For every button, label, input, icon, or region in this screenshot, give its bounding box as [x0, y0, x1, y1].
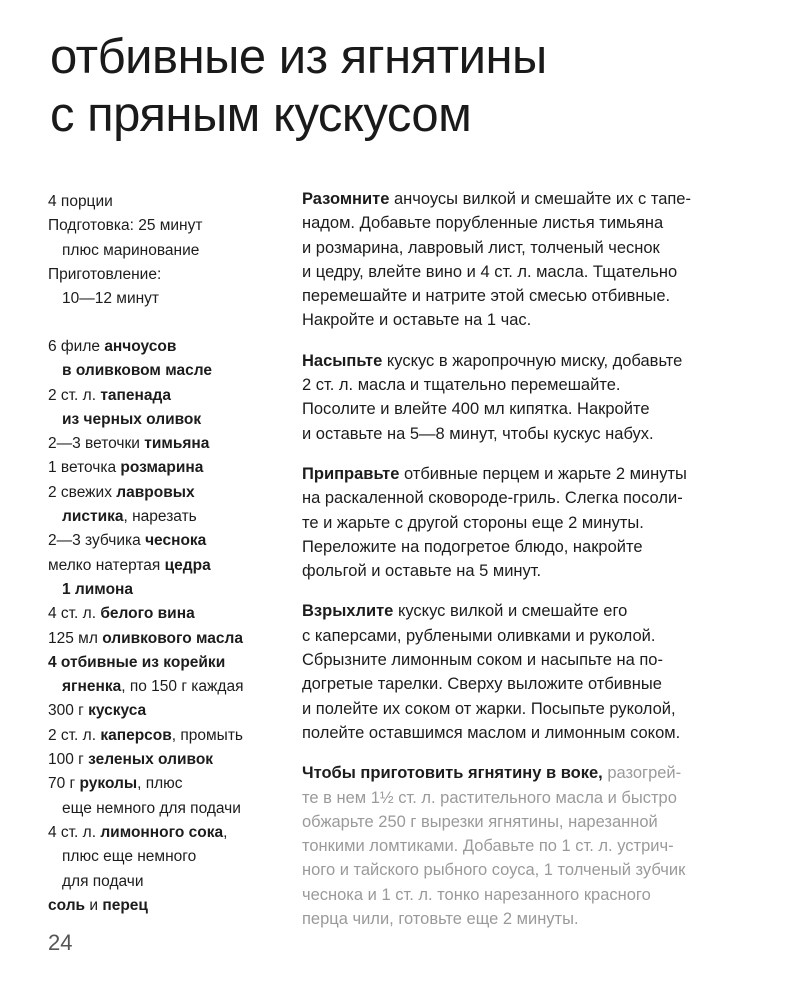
- ingredient-amount: , нарезать: [123, 508, 197, 526]
- step-lead: Разомните: [302, 190, 390, 208]
- step-line: [302, 187, 772, 211]
- title-line-2: с пряным кускусом: [50, 88, 472, 142]
- ingredient-amount: 300 г: [48, 702, 89, 720]
- ingredient-line: [48, 529, 293, 553]
- step-text: отбивные перцем и жарьте 2 минуты: [399, 464, 687, 483]
- ingredient-amount: и: [85, 896, 103, 914]
- ingredient-amount: 4 ст. л.: [48, 605, 101, 623]
- ingredient-line: [48, 870, 293, 894]
- step-paragraph: [302, 187, 772, 333]
- ingredient-amount: ,: [223, 823, 228, 841]
- step-line: Накройте и оставьте на 1 час.: [302, 311, 532, 330]
- ingredient-line: [48, 724, 293, 748]
- step-lead: Чтобы приготовить ягнятину в воке,: [302, 764, 603, 783]
- step-lead: Приправьте: [302, 464, 400, 483]
- step-line: и цедру, влейте вино и 4 ст. л. масла. Тщательно: [302, 262, 678, 281]
- ingredient-name: тимьяна: [144, 435, 210, 453]
- ingredient-line: [48, 845, 293, 869]
- ingredients-list: [48, 335, 293, 918]
- ingredient-amount: 2 свежих: [48, 483, 117, 501]
- ingredient-line: [48, 408, 293, 432]
- title-line-1: отбивные из ягнятины: [50, 30, 547, 84]
- servings: 4 порции: [48, 193, 113, 210]
- step-line: Посолите и влейте 400 мл кипятка. Накройте: [302, 400, 650, 419]
- step-line: те и жарьте с другой стороны еще 2 минуты.: [302, 513, 644, 532]
- step-line: перемешайте и натрите этой смесью отбивные.: [302, 287, 671, 306]
- step-line: фольгой и оставьте на 5 минут.: [302, 562, 542, 581]
- ingredient-amount: плюс еще немного: [62, 848, 197, 866]
- ingredient-line: [48, 894, 293, 918]
- step-text: кускус вилкой и смешайте его: [393, 602, 628, 621]
- ingredient-amount: , плюс: [137, 775, 183, 793]
- step-lead: Взрыхлите: [302, 602, 394, 621]
- method-steps: [302, 187, 772, 947]
- ingredient-name: лимонного сока: [100, 823, 224, 841]
- step-line: на раскаленной сковороде-гриль. Слегка посоли-: [302, 489, 683, 508]
- ingredient-line: [48, 772, 293, 796]
- step-line: [302, 462, 772, 486]
- step-line: 2 ст. л. масла и тщательно перемешайте.: [302, 376, 621, 395]
- ingredient-amount: 2 ст. л.: [48, 386, 101, 404]
- step-line: с каперсами, рублеными оливками и руколой.: [302, 626, 656, 645]
- step-line: полейте оставшимся маслом и лимонным соком.: [302, 723, 681, 742]
- step-line: чеснока и 1 ст. л. тонко нарезанного красного: [302, 885, 651, 904]
- step-line: догретые тарелки. Сверху выложите отбивные: [302, 675, 662, 694]
- ingredient-amount: 125 мл: [48, 629, 103, 647]
- step-line: [302, 599, 772, 623]
- step-line: тонкими ломтиками. Добавьте по 1 ст. л. устрич-: [302, 837, 674, 856]
- ingredient-amount: 2—3 веточки: [48, 435, 145, 453]
- ingredient-amount: для подачи: [62, 872, 144, 890]
- step-paragraph: [302, 349, 772, 446]
- ingredient-amount: еще немного для подачи: [62, 799, 241, 817]
- ingredient-line: [48, 335, 293, 359]
- ingredient-line: [48, 748, 293, 772]
- prep-extra: плюс маринование: [62, 241, 200, 259]
- ingredient-line: [48, 578, 293, 602]
- step-paragraph: [302, 462, 772, 583]
- ingredient-name: в оливковом масле: [62, 362, 212, 380]
- ingredient-line: [48, 627, 293, 651]
- ingredient-line: [48, 384, 293, 408]
- step-text: кускус в жаропрочную миску, добавьте: [382, 351, 683, 370]
- ingredient-name: тапенада: [100, 386, 171, 404]
- ingredient-name: каперсов: [100, 726, 172, 744]
- cook-time: 10—12 минут: [62, 290, 160, 308]
- step-line: Сбрызните лимонным соком и насыпьте на по-: [302, 651, 663, 670]
- ingredient-amount: 100 г: [48, 751, 89, 769]
- step-line: Переложите на подогретое блюдо, накройте: [302, 537, 643, 556]
- recipe-meta: [48, 190, 288, 311]
- ingredient-line: [48, 675, 293, 699]
- ingredient-amount: 6 филе: [48, 338, 105, 355]
- step-line: надом. Добавьте порубленные листья тимьяна: [302, 214, 664, 233]
- step-line: [302, 761, 772, 785]
- ingredient-line: [48, 699, 293, 723]
- step-text: анчоусы вилкой и смешайте их с тапе-: [389, 190, 691, 208]
- ingredient-name: соль: [48, 896, 86, 914]
- ingredient-amount: 4 ст. л.: [48, 823, 101, 841]
- ingredient-name: цедра: [164, 556, 211, 574]
- ingredient-amount: 70 г: [48, 775, 80, 793]
- step-line: те в нем 1½ ст. л. растительного масла и быстро: [302, 788, 677, 807]
- ingredient-name: белого вина: [100, 605, 195, 623]
- ingredient-line: [48, 359, 293, 383]
- recipe-title: [50, 28, 547, 144]
- ingredient-name: 1 лимона: [62, 580, 134, 598]
- ingredient-line: [48, 602, 293, 626]
- prep-time: Подготовка: 25 минут: [48, 217, 203, 235]
- ingredient-amount: , промыть: [171, 726, 243, 744]
- step-line: перца чили, готовьте еще 2 минуты.: [302, 910, 579, 929]
- ingredient-name: кускуса: [88, 702, 147, 720]
- ingredient-line: [48, 456, 293, 480]
- ingredient-name: чеснока: [145, 532, 207, 550]
- ingredient-line: [48, 821, 293, 845]
- ingredient-name: руколы: [79, 775, 138, 793]
- ingredient-amount: 1 веточка: [48, 459, 121, 477]
- cook-time-label: Приготовление:: [48, 265, 162, 283]
- step-line: [302, 349, 772, 373]
- page-number: 24: [48, 930, 73, 955]
- ingredient-name: зеленых оливок: [88, 751, 214, 769]
- ingredient-amount: 2 ст. л.: [48, 726, 101, 744]
- ingredient-name: перец: [102, 896, 148, 914]
- step-line: и полейте их соком от жарки. Посыпьте руколой,: [302, 699, 676, 718]
- ingredient-line: [48, 432, 293, 456]
- step-line: обжарьте 250 г вырезки ягнятины, нарезанной: [302, 812, 658, 831]
- step-line: ного и тайского рыбного соуса, 1 толченый зубчик: [302, 861, 686, 880]
- ingredient-name: 4 отбивные из корейки: [48, 653, 226, 671]
- step-line: и оставьте на 5—8 минут, чтобы кускус набух.: [302, 424, 654, 443]
- ingredient-line: [48, 505, 293, 529]
- ingredient-line: [48, 481, 293, 505]
- step-lead: Насыпьте: [302, 351, 383, 370]
- ingredient-amount: 2—3 зубчика: [48, 532, 146, 550]
- ingredient-line: [48, 797, 293, 821]
- ingredient-amount: , по 150 г каждая: [121, 678, 244, 696]
- ingredient-name: лавровых: [116, 483, 195, 501]
- ingredient-name: анчоусов: [104, 338, 177, 355]
- step-paragraph: [302, 599, 772, 745]
- ingredient-name: листика: [62, 508, 124, 526]
- ingredient-name: ягненка: [62, 678, 122, 696]
- step-text: разогрей-: [602, 764, 682, 783]
- ingredient-amount: мелко натертая: [48, 556, 165, 574]
- ingredient-name: оливкового масла: [102, 629, 243, 647]
- ingredient-line: [48, 554, 293, 578]
- ingredient-name: розмарина: [120, 459, 204, 477]
- tip-paragraph: [302, 761, 772, 931]
- ingredient-name: из черных оливок: [62, 410, 202, 428]
- step-line: и розмарина, лавровый лист, толченый чеснок: [302, 238, 660, 257]
- ingredient-line: [48, 651, 293, 675]
